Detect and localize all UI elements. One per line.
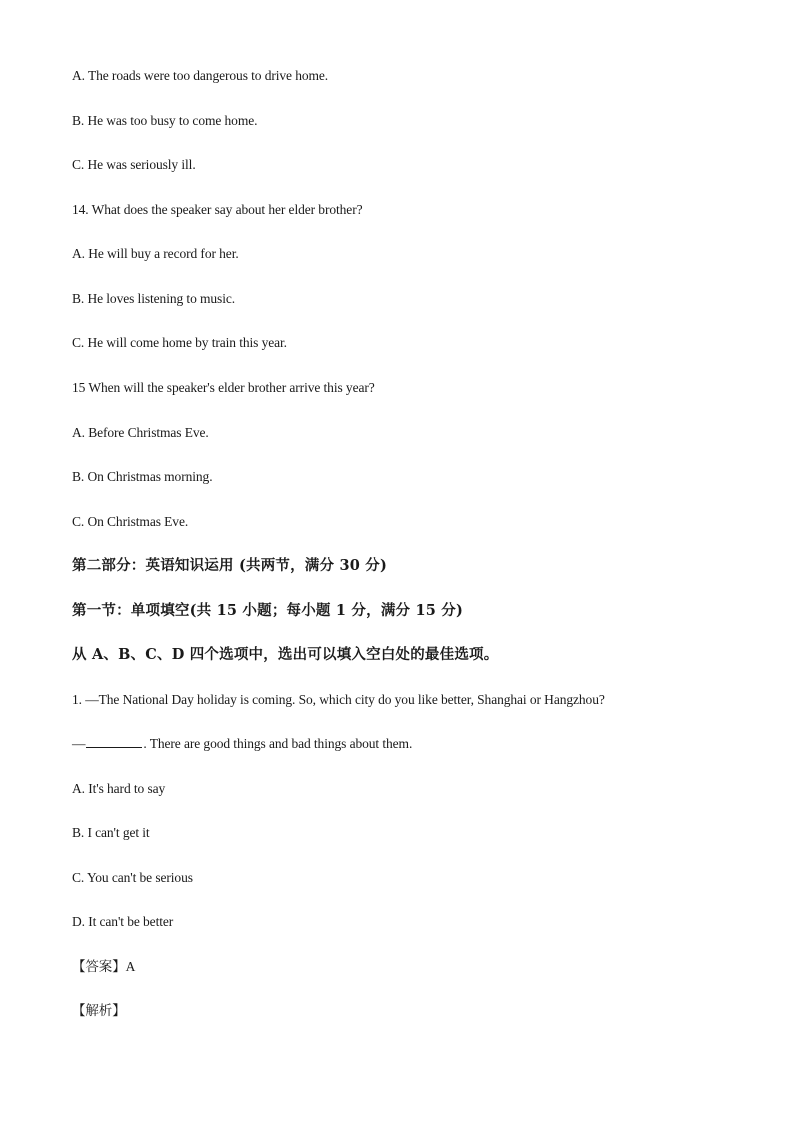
q14-question: 14. What does the speaker say about her elder brother? (72, 202, 363, 217)
section1-title: 第一节：单项填空(共 15 小题；每小题 1 分，满分 15 分) (72, 602, 464, 619)
answer-tag: 【答案】 (72, 959, 126, 975)
q14-option-c: C. He will come home by train this year. (72, 335, 287, 350)
q13-option-a: A. The roads were too dangerous to drive home. (72, 68, 329, 83)
q1-prompt: 1. —The National Day holiday is coming. So, which city do you like better, Shanghai or Hangzhou? (72, 692, 605, 707)
q15-option-a: A. Before Christmas Eve. (72, 425, 209, 440)
q1-reply-text: . There are good things and bad things about them. (143, 736, 413, 751)
q1-reply (72, 735, 412, 753)
q1-option-d: D. It can't be better (72, 914, 174, 929)
answer-value: A (125, 959, 136, 974)
part2-title: 第二部分：英语知识运用 (共两节，满分 30 分) (72, 557, 388, 574)
q1-option-b: B. I can't get it (72, 825, 150, 840)
analysis-tag: 【解析】 (72, 1003, 126, 1019)
q13-option-c: C. He was seriously ill. (72, 157, 196, 172)
q1-reply-dash: — (72, 736, 86, 751)
q1-option-a: A. It's hard to say (72, 781, 166, 796)
q1-analysis (72, 1002, 126, 1020)
section1-instruction: 从 A、B、C、D 四个选项中，选出可以填入空白处的最佳选项。 (72, 646, 499, 663)
q14-option-a: A. He will buy a record for her. (72, 246, 239, 261)
q14-option-b: B. He loves listening to music. (72, 291, 236, 306)
q1-option-c: C. You can't be serious (72, 870, 193, 885)
q15-question: 15 When will the speaker's elder brother arrive this year? (72, 380, 375, 395)
q15-option-b: B. On Christmas morning. (72, 469, 213, 484)
q13-option-b: B. He was too busy to come home. (72, 113, 258, 128)
q15-option-c: C. On Christmas Eve. (72, 514, 189, 529)
q1-answer-blank (86, 735, 142, 748)
q1-answer (72, 958, 135, 976)
